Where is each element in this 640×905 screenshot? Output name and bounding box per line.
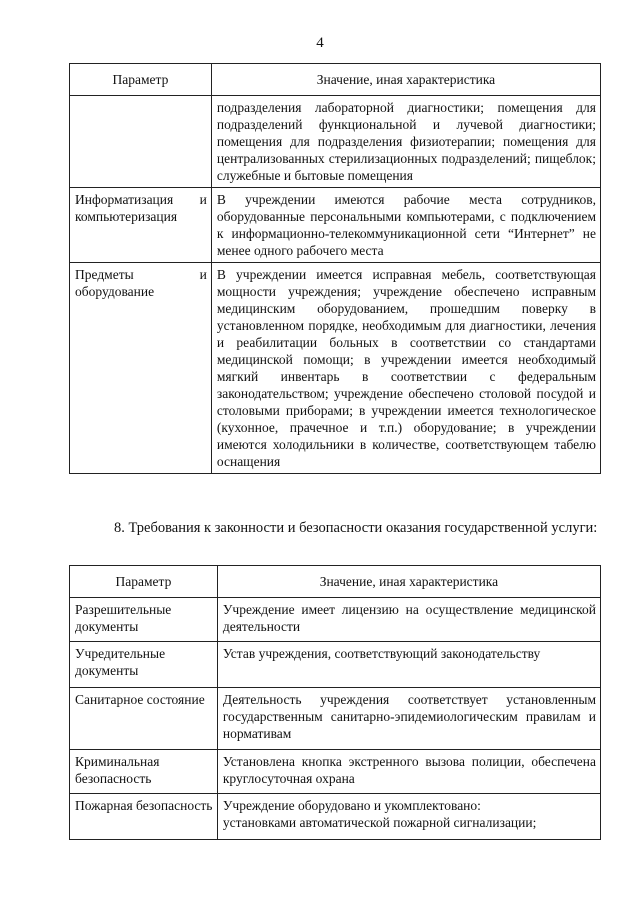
row-value: Установлена кнопка экстренного вызова полиции, обеспечена круглосуточная охрана — [217, 750, 600, 794]
table-row — [70, 750, 601, 794]
table-row — [70, 688, 601, 750]
header-value: Значение, иная характеристика — [217, 566, 600, 598]
row-value: подразделения лабораторной диагностики; помещения для подразделений функциональной и лучевой диагностики; помещения для подразделения физиотерапии; помещения для централизованных стерилизационных подразделений; пищеблок; служебные и бытовые помещения — [211, 96, 600, 188]
row-param — [70, 263, 212, 474]
row-param: Пожарная безопасность — [70, 794, 218, 840]
param-conjunction: и — [199, 192, 207, 207]
row-param — [70, 188, 212, 263]
header-param: Параметр — [70, 566, 218, 598]
row-param: Санитарное состояние — [70, 688, 218, 750]
table-row — [70, 96, 601, 188]
row-value: В учреждении имеются рабочие места сотрудников, оборудованные персональными компьютерами, с подключением к информационно-телекоммуникационной сети “Интернет” не менее одного рабочего места — [211, 188, 600, 263]
param-word: компьютеризация — [75, 209, 178, 224]
param-word: оборудование — [75, 284, 155, 299]
table-row — [70, 188, 601, 263]
row-param: Учредительные документы — [70, 642, 218, 688]
row-value: Деятельность учреждения соответствует установленным государственным санитарно-эпидемиологическим правилам и нормативам — [217, 688, 600, 750]
table-room-equipment — [69, 63, 601, 474]
header-param: Параметр — [70, 64, 212, 96]
table-legality-safety — [69, 565, 601, 840]
table-row — [70, 642, 601, 688]
row-param — [70, 96, 212, 188]
table-row — [70, 794, 601, 840]
param-word: Информатизация — [75, 192, 174, 207]
table-header-row — [70, 64, 601, 96]
row-param: Разрешительные документы — [70, 598, 218, 642]
value-line: Учреждение оборудовано и укомплектовано: — [222, 798, 481, 813]
value-line: установками автоматической пожарной сигнализации; — [222, 815, 537, 830]
row-param: Криминальная безопасность — [70, 750, 218, 794]
row-value: В учреждении имеется исправная мебель, соответствующая мощности учреждения; учреждение обеспечено исправным медицинским оборудованием, прошедшим поверку в установленном порядке, необходимым для диагностики, лечения и реабилитации больных в соответствии со стандартами медицинской помощи; в учреждении имеется необходимый мягкий инвентарь в соответствии с федеральным законодательством; учреждение обеспечено столовой посудой и столовыми приборами; в учреждении имеется технологическое (кухонное, прачечное и т.п.) оборудование; в учреждении имеются холодильники в количестве, соответствующем табелю оснащения — [211, 263, 600, 474]
param-conjunction: и — [199, 267, 207, 282]
table-header-row — [70, 566, 601, 598]
row-value — [217, 794, 600, 840]
row-value: Устав учреждения, соответствующий законодательству — [217, 642, 600, 688]
page-number: 4 — [316, 35, 324, 51]
param-word: Предметы — [75, 267, 134, 282]
section-heading: 8. Требования к законности и безопасности оказания государственной услуги: — [114, 520, 598, 536]
table-row — [70, 598, 601, 642]
table-row — [70, 263, 601, 474]
header-value: Значение, иная характеристика — [211, 64, 600, 96]
row-value: Учреждение имеет лицензию на осуществление медицинской деятельности — [217, 598, 600, 642]
